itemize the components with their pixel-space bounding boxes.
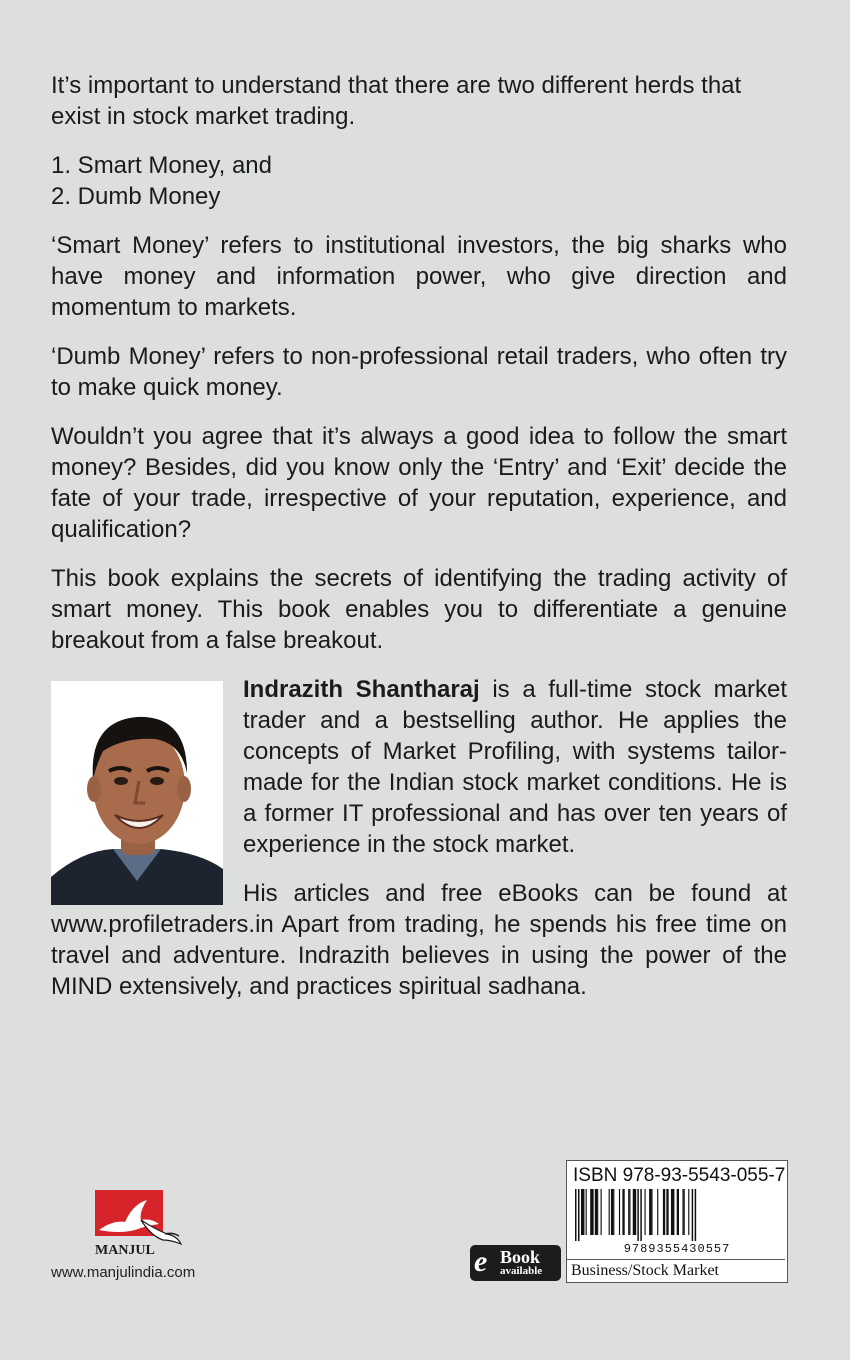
barcode-bar (692, 1189, 694, 1241)
barcode-bar (586, 1189, 587, 1235)
publisher-url: www.manjulindia.com (51, 1264, 196, 1281)
back-cover-text (51, 70, 787, 1020)
barcode-bar (609, 1189, 610, 1235)
barcode-bar (649, 1189, 651, 1235)
dumb-money-paragraph: ‘Dumb Money’ refers to non-professional retail traders, who often try to make quick money. (51, 343, 787, 401)
barcode-bar (578, 1189, 580, 1241)
smart-money-paragraph: ‘Smart Money’ refers to institutional investors, the big sharks who have money and information power, who give direction and momentum to markets. (51, 232, 787, 321)
barcode-bar (682, 1189, 683, 1235)
barcode-bar (668, 1189, 669, 1235)
author-section (51, 674, 787, 1002)
barcode-bar (619, 1189, 620, 1235)
isbn-label: ISBN 978-93-5543-055-7 (573, 1165, 786, 1186)
book-summary-paragraph: This book explains the secrets of identifying the trading activity of smart money. This book enables you to differentiate a genuine breakout from a false breakout. (51, 565, 787, 654)
question-paragraph: Wouldn’t you agree that it’s always a good idea to follow the smart money? Besides, did you know only the ‘Entry’ and ‘Exit’ decide the fate of your trade, irrespective of your reputation, experience, and qualification? (51, 423, 787, 543)
ebook-badge (470, 1245, 561, 1281)
barcode-bar (657, 1189, 658, 1235)
ebook-e-icon: e (474, 1245, 488, 1278)
barcode-bar (640, 1189, 642, 1241)
barcode-bar (611, 1189, 613, 1235)
ebook-available: available (500, 1265, 543, 1277)
list-item: 1. Smart Money, and (51, 152, 272, 179)
herd-list (51, 150, 787, 212)
barcode-bar (645, 1189, 646, 1235)
isbn-digits: 9789355430557 (623, 1242, 731, 1256)
barcode-bar (595, 1189, 597, 1235)
barcode-bar (613, 1189, 614, 1235)
barcode-bar (651, 1189, 652, 1235)
barcode-bar (581, 1189, 584, 1235)
barcode-bar (695, 1189, 697, 1241)
barcode-bar (663, 1189, 665, 1235)
barcode-bar (590, 1189, 593, 1235)
barcode-bar (622, 1189, 624, 1235)
book-category: Business/Stock Market (567, 1259, 785, 1281)
author-photo (51, 681, 223, 905)
barcode-bar (575, 1189, 577, 1241)
publisher-logo (95, 1190, 185, 1260)
barcode-bar (677, 1189, 679, 1235)
barcode-bar (633, 1189, 636, 1235)
author-name: Indrazith Shantharaj (243, 676, 480, 703)
barcode-bar (601, 1189, 602, 1235)
barcode-bar (688, 1189, 689, 1235)
ebook-word: Book (500, 1247, 541, 1267)
barcode-bar (597, 1189, 598, 1235)
author-links-paragraph: His articles and free eBooks can be found at www.profiletraders.in Apart from trading, he spends his free time on travel and adventure. Indrazith believes in using the power of the MIND extensively, and practices spiritual sadhana. (51, 880, 787, 1000)
barcode-bar (629, 1189, 630, 1235)
barcode-bar (637, 1189, 639, 1241)
barcode-bar (671, 1189, 674, 1235)
isbn-barcode-box (566, 1160, 788, 1283)
barcode-bar (666, 1189, 667, 1235)
publisher-name: MANJUL (95, 1243, 155, 1258)
intro-paragraph: It’s important to understand that there are two different herds that exist in stock market trading. (51, 72, 742, 130)
list-item: 2. Dumb Money (51, 183, 221, 210)
barcode (573, 1189, 781, 1241)
barcode-bar (628, 1189, 629, 1235)
author-bio-text: is a full-time stock market trader and a bestselling author. He applies the concepts of Market Profiling, with systems tailor-made for the Indian stock market conditions. He is a former IT professional and has over ten years of experience in the stock market. (243, 676, 787, 858)
barcode-bar (684, 1189, 685, 1235)
